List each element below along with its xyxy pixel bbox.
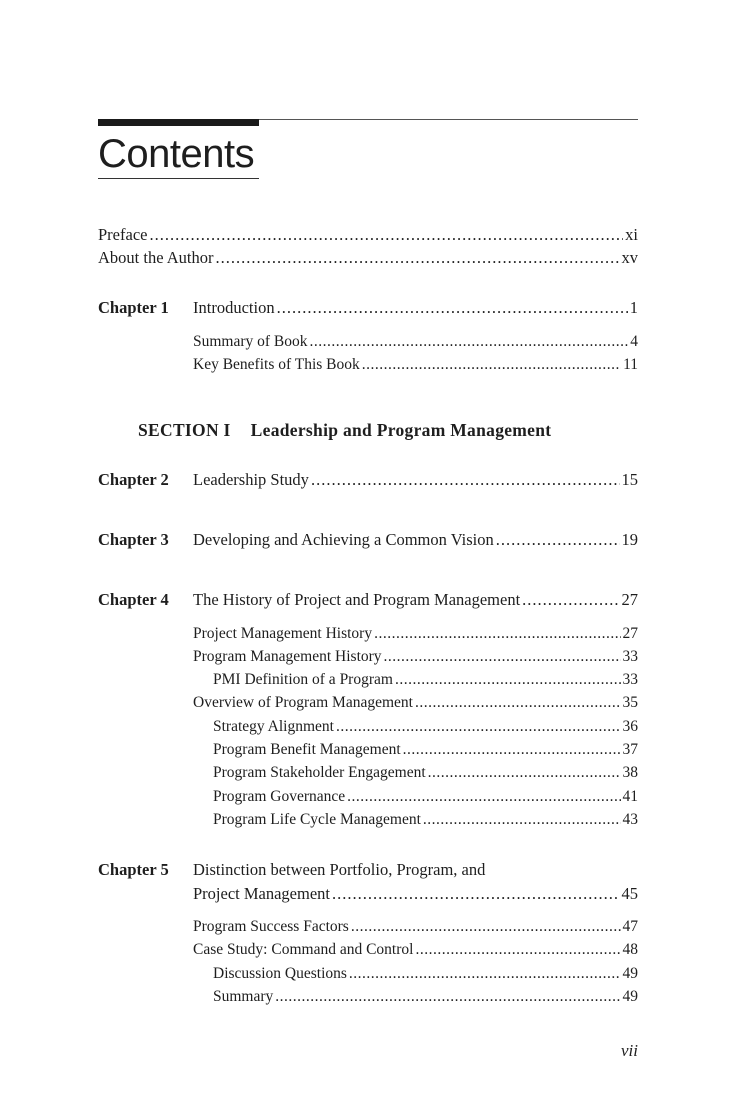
heading-bar <box>98 119 259 126</box>
toc-entry-chapter-4[interactable] <box>193 589 638 611</box>
toc-subsubentry[interactable] <box>213 762 638 784</box>
dot-leader <box>384 646 621 668</box>
toc-subsubentry[interactable] <box>213 786 638 808</box>
entry-page: 33 <box>622 648 638 665</box>
entry-title: Summary of Book <box>193 333 308 350</box>
entry-page: 11 <box>623 356 638 373</box>
entry-title: Program Stakeholder Engagement <box>213 764 426 781</box>
toc-subentry[interactable] <box>193 916 638 938</box>
entry-page: 38 <box>622 764 638 781</box>
chapter-2-label: Chapter 2 <box>98 470 169 489</box>
section-label: SECTION I <box>138 420 231 440</box>
toc-subentry[interactable] <box>193 623 638 645</box>
entry-page: 47 <box>622 918 638 935</box>
toc-subsubentry[interactable] <box>213 669 638 691</box>
dot-leader <box>428 762 621 784</box>
heading-underline <box>98 178 259 179</box>
dot-leader <box>415 692 621 714</box>
toc-subsubentry[interactable] <box>213 986 638 1008</box>
chapter-5-label: Chapter 5 <box>98 860 169 879</box>
dot-leader <box>216 247 620 269</box>
dot-leader <box>347 786 620 808</box>
entry-title: Leadership Study <box>193 470 309 489</box>
dot-leader <box>277 297 628 319</box>
toc-entry-chapter-3[interactable] <box>193 529 638 551</box>
dot-leader <box>275 986 620 1008</box>
toc-entry-chapter-5[interactable] <box>193 883 638 905</box>
toc-subsubentry[interactable] <box>213 963 638 985</box>
dot-leader <box>351 916 621 938</box>
dot-leader <box>374 623 620 645</box>
entry-title: Project Management History <box>193 625 373 642</box>
entry-page: 49 <box>622 988 638 1005</box>
toc-entry-preface[interactable] <box>98 224 638 246</box>
toc-subsubentry[interactable] <box>213 739 638 761</box>
dot-leader <box>395 669 621 691</box>
toc-subentry[interactable] <box>193 646 638 668</box>
entry-title: Program Management History <box>193 648 382 665</box>
entry-title: Discussion Questions <box>213 965 347 982</box>
entry-page: 36 <box>622 718 638 735</box>
dot-leader <box>149 224 623 246</box>
entry-page: 27 <box>622 625 638 642</box>
entry-page: 45 <box>621 884 638 903</box>
entry-title: Program Governance <box>213 788 346 805</box>
toc-subentry[interactable] <box>193 354 638 376</box>
page-number: vii <box>621 1041 638 1060</box>
chapter-3-label: Chapter 3 <box>98 530 169 549</box>
toc-subentry[interactable] <box>193 692 638 714</box>
dot-leader <box>496 529 620 551</box>
entry-title: Introduction <box>193 298 275 317</box>
toc-subsubentry[interactable] <box>213 809 638 831</box>
entry-title: PMI Definition of a Program <box>213 671 393 688</box>
entry-page: 19 <box>621 530 638 549</box>
dot-leader <box>332 883 620 905</box>
entry-page: 48 <box>622 941 638 958</box>
entry-title: The History of Project and Program Management <box>193 590 521 609</box>
entry-page: 37 <box>622 741 638 758</box>
entry-page: 4 <box>630 333 638 350</box>
chapter-5-title-line1[interactable]: Distinction between Portfolio, Program, and <box>193 860 486 879</box>
toc-entry-chapter-1[interactable] <box>193 297 638 319</box>
toc-subentry[interactable] <box>193 331 638 353</box>
dot-leader <box>362 354 621 376</box>
entry-page: 15 <box>621 470 638 489</box>
entry-page: 33 <box>622 671 638 688</box>
page-title: Contents <box>98 132 255 176</box>
toc-entry-chapter-2[interactable] <box>193 469 638 491</box>
section-heading <box>138 418 551 442</box>
dot-leader <box>310 331 629 353</box>
toc-entry-about-author[interactable] <box>98 247 638 269</box>
entry-title: Program Success Factors <box>193 918 349 935</box>
dot-leader <box>415 939 620 961</box>
entry-page: 1 <box>629 298 638 317</box>
chapter-4-label: Chapter 4 <box>98 590 169 609</box>
entry-title: About the Author <box>98 248 214 267</box>
entry-title: Preface <box>98 225 148 244</box>
entry-title: Program Benefit Management <box>213 741 401 758</box>
dot-leader <box>522 589 619 611</box>
entry-title: Program Life Cycle Management <box>213 811 421 828</box>
entry-title: Key Benefits of This Book <box>193 356 360 373</box>
dot-leader <box>423 809 621 831</box>
entry-page: 41 <box>622 788 638 805</box>
section-title: Leadership and Program Management <box>250 420 552 440</box>
entry-page: 49 <box>622 965 638 982</box>
dot-leader <box>403 739 621 761</box>
dot-leader <box>349 963 621 985</box>
entry-title: Project Management <box>193 884 330 903</box>
entry-page: 43 <box>622 811 638 828</box>
dot-leader <box>311 469 620 491</box>
entry-title: Summary <box>213 988 274 1005</box>
toc-subsubentry[interactable] <box>213 716 638 738</box>
entry-title: Strategy Alignment <box>213 718 334 735</box>
entry-title: Overview of Program Management <box>193 694 413 711</box>
chapter-1-label: Chapter 1 <box>98 298 169 317</box>
entry-page: 35 <box>622 694 638 711</box>
entry-page: xi <box>625 225 638 244</box>
entry-page: xv <box>621 248 638 267</box>
toc-subentry[interactable] <box>193 939 638 961</box>
entry-page: 27 <box>621 590 638 609</box>
entry-title: Developing and Achieving a Common Vision <box>193 530 494 549</box>
dot-leader <box>336 716 621 738</box>
entry-title: Case Study: Command and Control <box>193 941 414 958</box>
